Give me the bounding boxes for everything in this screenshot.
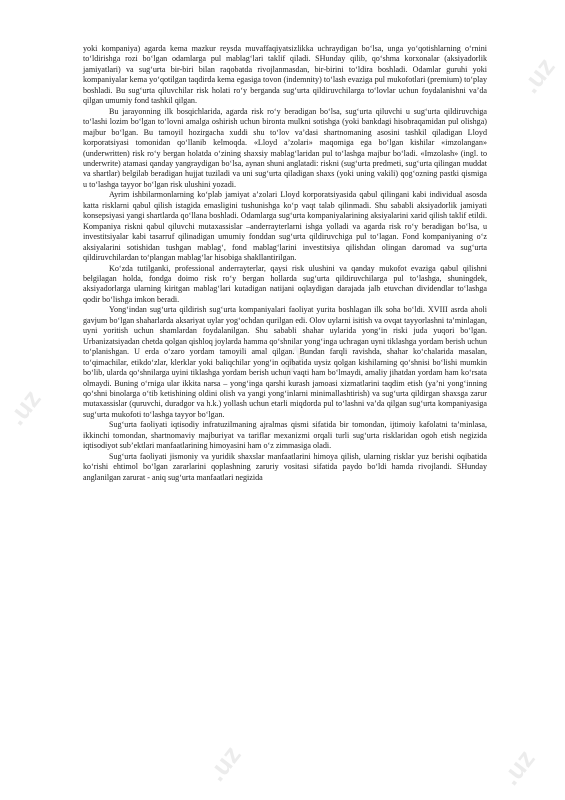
watermark: .uz bbox=[494, 743, 541, 791]
paragraph: Bu jarayonning ilk bosqichlarida, agarda risk ro‘y beradigan bo‘lsa, sug‘urta qiluvchi u sug‘urta qildiruvchiga to‘lashi lozim bo‘lgan to‘lovni amalga oshirish uchun bironta mulkni sotishga (yoki bankdagi hisobraqamidan pul olishga) majbur bo‘lgan. Bu tamoyil hozirgacha xuddi shu to‘lov va’dasi shartnomaning asosini tashkil qiladigan Lloyd korporatsiyasi tomonidan qo‘llanib kelmoqda. «Lloyd a’zolari» maqomiga ega bo‘lgan kishilar «imzolangan» (underwritten) risk ro‘y bergan holatda o‘zining shaxsiy mablag‘laridan pul to‘lashga majbur bo‘ladi. «Imzolash» (ingl. to underwrite) atamasi qanday yangraydigan bo‘lsa, aynan shuni anglatadi: riskni (sug‘urta predmeti, sug‘urta qilingan muddat va shartlar) belgilab beradigan hujjat tuziladi va uni sug‘urta qiladigan shaxs (yoki uning vakili) qog‘ozning pastki qismiga u to‘lashga tayyor bo‘lgan risk ulushini yozadi. bbox=[83, 106, 487, 189]
watermark: .uz bbox=[514, 51, 561, 99]
paragraph: Ayrim ishbilarmonlarning ko‘plab jamiyat a’zolari Lloyd korporatsiyasida qabul qilingani kabi individual asosda katta risklarni qabul qilish istagida emasligini tushunishga ko‘p vaqt talab qilinmadi. Shu sababli aksiyadorlik jamiyati konsepsiyasi yangi shartlarda qo‘llana boshladi. Odamlarga sug‘urta kompaniyalarining aksiyalarini xarid qilish taklif etildi. Kompaniya riskni qabul qiluvchi mutaxassislar –anderrayterlarni ishga yolladi va agarda risk ro‘y beradigan bo‘lsa, u investitsiyalar kabi tasarruf qilinadigan umumiy fonddan sug‘urta qildiruvchiga pul to‘lagan. Fond kompaniyaning o‘z aksiyalarini sotishidan tushgan mablag‘, fond mablag‘larini investitsiya qilishdan olingan daromad va sug‘urta qildiruvchilardan to‘plangan mablag‘lar hisobiga shakllantirilgan. bbox=[83, 190, 487, 263]
paragraph: Sug‘urta faoliyati iqtisodiy infratuzilmaning ajralmas qismi sifatida bir tomondan, ijtimoiy kafolatni ta’minlasa, ikkinchi tomondan, shartnomaviy majburiyat va tariflar mexanizmi orqali turli sug‘urta risklaridan ogoh etish negizida iqtisodiyot sub’ektlari manfaatlarining himoyasini ham o‘z zimmasiga oladi. bbox=[83, 420, 487, 451]
paragraph: Sug‘urta faoliyati jismoniy va yuridik shaxslar manfaatlarini himoya qilish, ularning risklar yuz berishi oqibatida ko‘rishi ehtimol bo‘lgan zararlarini qoplashning zaruriy vositasi sifatida paydo bo‘ldi hamda rivojlandi. SHunday anglanilgan zarurat - aniq sug‘urta manfaatlari negizida bbox=[83, 451, 487, 482]
watermark: .uz bbox=[266, 337, 313, 385]
paragraph: Yong‘indan sug‘urta qildirish sug‘urta kompaniyalari faoliyat yurita boshlagan ilk soha bo‘ldi. XVIII asrda aholi gavjum bo‘lgan shaharlarda aksariyat uylar yog‘ochdan qurilgan edi. Olov uylarni isitish va ovqat tayyorlashni ta’minlagan, uyni yoritish uchun shamlardan foydalanilgan. Shu sababli shahar uylarida yong‘in riski juda yuqori bo‘lgan. Urbanizatsiyadan chetda qolgan qishloq joylarda hamma qo‘shnilar yong‘inga uchragan uyni tiklashga yordam berish uchun to‘planishgan. U erda o‘zaro yordam tamoyili amal qilgan. Bundan farqli ravishda, shahar ko‘chalarida masalan, to‘qimachilar, etikdo‘zlar, klerklar yoki baliqchilar yong‘in oqibatida uysiz qolgan kishilarning qo‘shnisi bo‘lishi mumkin bo‘lib, ularda qo‘shnilarga uyini tiklashga yordam berish uchun vaqti ham bo‘lmaydi, amaliy jihatdan yordam ham ko‘rsata olmaydi. Buning o‘rniga ular ikkita narsa – yong‘inga qarshi kurash jamoasi xizmatlarini taqdim etish (ya’ni yong‘inning qo‘shni binolarga o‘tib ketishining oldini olish va yangi yong‘inlarni minimallashtirish) va sug‘urta qildirgan shaxsga zarur mutaxassislar (quruvchi, duradgor va h.k.) yollash uchun etarli miqdorda pul to‘lashni va’da qilgan sug‘urta kompaniyasiga sug‘urta mukofoti to‘lashga tayyor bo‘lgan. bbox=[83, 305, 487, 419]
watermark: .uz bbox=[0, 383, 47, 431]
paragraph: yoki kompaniya) agarda kema mazkur reysda muvaffaqiyatsizlikka uchraydigan bo‘lsa, unga yo‘qotishlarning o‘rnini to‘ldirishga rozi bo‘lgan odamlarga pul mablag‘lari taklif qiladi. SHunday qilib, qo‘shma korxonalar (aksiyadorlik jamiyatlari) va sug‘urta bir-biri bilan raqobatda rivojlanmasdan, bir-birini to‘ldira boshladi. Odamlar guruhi yoki kompaniyalar kema yo‘qotilgan taqdirda kemа egasiga tovon (indemnity) to‘lash evaziga pul mukofotlari (premium) to‘play boshladi. Bu sug‘urta qiluvchilar risk holati ro‘y berganda sug‘urta qildiruvchilarga to‘lovlar uchun foydalanishni va’da qilgan umumiy fond tashkil qilgan. bbox=[83, 44, 487, 106]
watermark: .uz bbox=[200, 739, 247, 787]
document-body bbox=[83, 44, 487, 483]
paragraph: Ko‘zda tutilganki, professional anderrayterlar, qaysi risk ulushini va qanday mukofot evaziga qabul qilishni belgilagan holda, fondga doimo risk ro‘y bergan hollarda sug‘urta qildiruvchilarga pul to‘lashga, shuningdek, aksiyadorlarga ularning kiritgan mablag‘lari kutadigan natijani oqlaydigan darajada jalb etuvchan dividendlar to‘lashga qodir bo‘lishga imkon beradi. bbox=[83, 263, 487, 304]
